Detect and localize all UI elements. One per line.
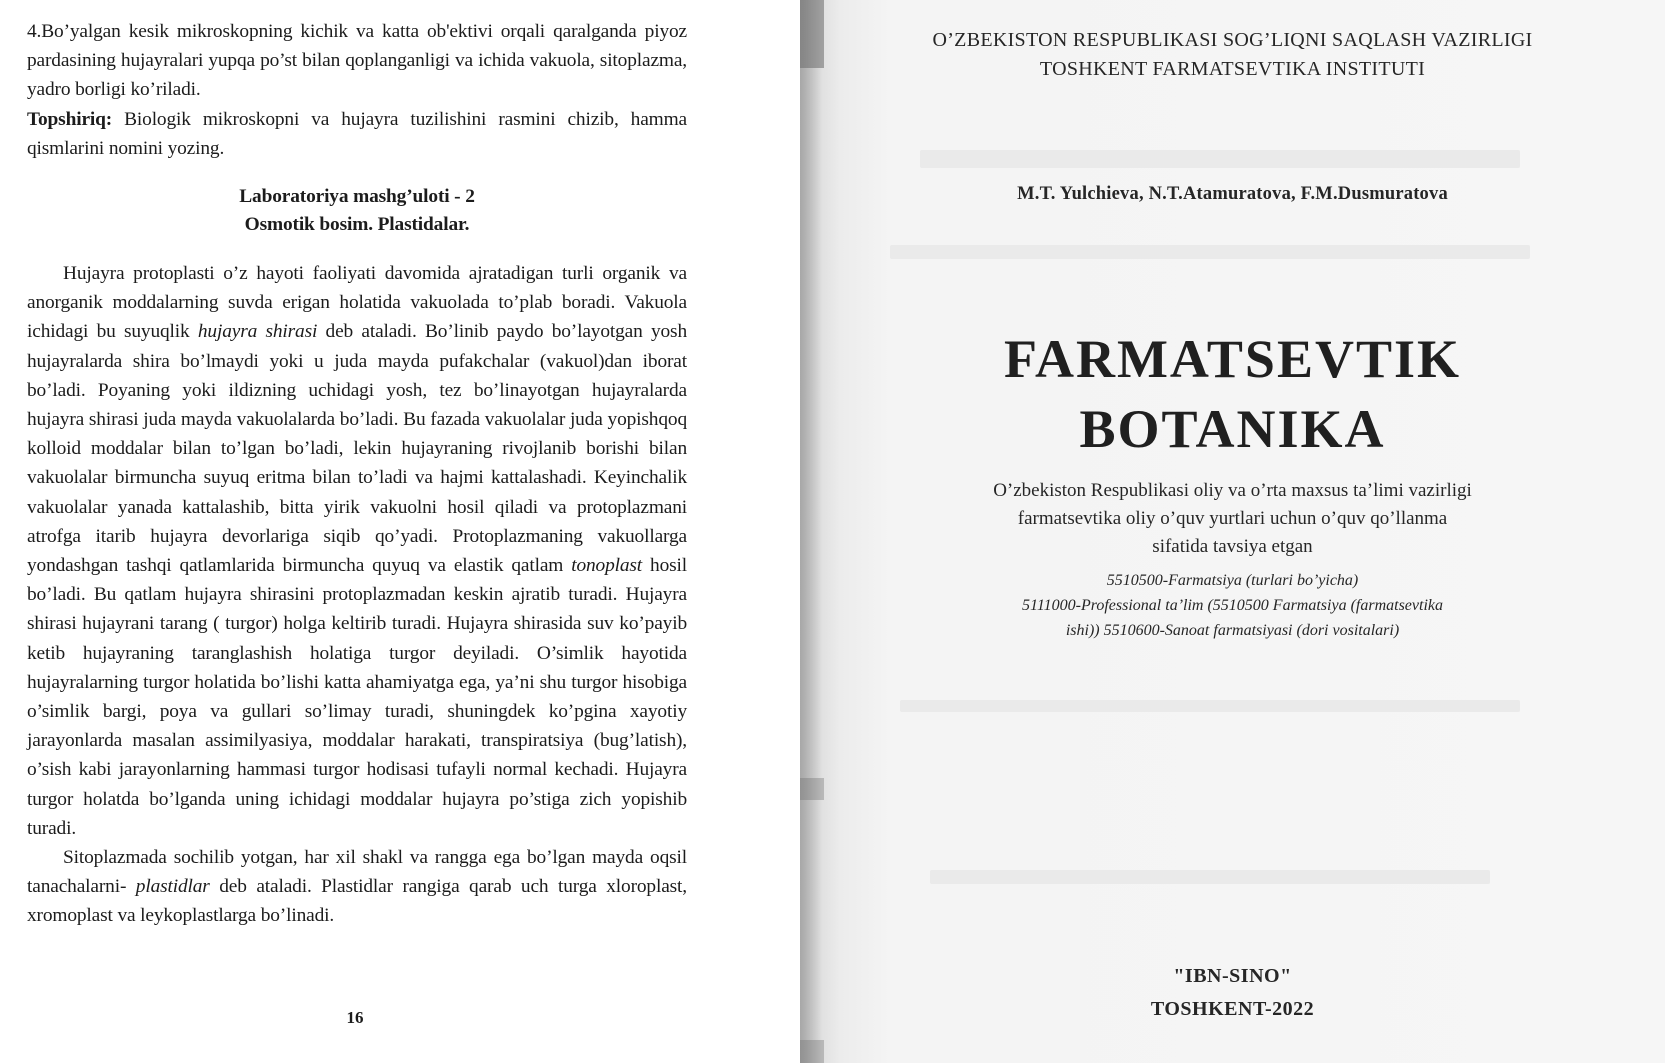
intro-paragraph: 4.Bo’yalgan kesik mikroskopning kichik va katta ob'ektivi orqali qaralganda piyoz pardasining hujayralari yupqa po’st bilan qoplanganligi va ichida vakuola, sitoplazma, yadro borligi ko’riladi.	[27, 21, 687, 101]
bleed-through-smudge	[890, 245, 1530, 259]
city-year: TOSHKENT-2022	[1150, 998, 1315, 1020]
term-tonoplast: tonoplast	[571, 555, 643, 577]
title-line2: BOTANIKA	[1079, 399, 1386, 459]
para1-text-b: deb ataladi. Bo’linib paydo bo’layotgan yosh hujayralarda shira bo’lmaydi yoki u juda mayda pufakchalar (vakuol)dan iborat bo’ladi. Poyaning yoki ildizning uchidagi yosh, tez bo’linayotgan hujayralarda hujayra shirasi juda mayda vakuolalarda bo’ladi. Bu fazada vakuolalar juda yopishqoq kolloid moddalar bilan to’lgan bo’ladi, lekin hujayraning rivojlanib borishi bilan vakuolalar birmuncha suyuq eritma bilan to’ladi va hajmi kattalashadi. Keyinchalik vakuolalar yanada kattalashib, bitta yirik vakuolni hosil qiladi va protoplazmani atrofga itarib hujayra devorlariga siqib qo’yadi. Protoplazmaning vakuollarga yondashgan tashqi qatlamlarida birmuncha quyuq va elastik qatlam	[27, 321, 687, 577]
body-paragraph-1	[27, 259, 687, 843]
bleed-through-smudge	[920, 150, 1520, 168]
binding-mark-bottom	[800, 1040, 824, 1063]
specialty-line1: 5510500-Farmatsiya (turlari bo’yicha)	[1106, 572, 1359, 589]
left-book-page	[0, 0, 800, 1063]
lab-heading	[27, 183, 687, 239]
specialty-line3: ishi)) 5510600-Sanoat farmatsiyasi (dori vositalari)	[1065, 622, 1400, 639]
binding-mark-middle	[800, 778, 824, 800]
specialty-codes	[800, 568, 1665, 643]
right-title-page	[800, 0, 1665, 1063]
para2-text-b: deb ataladi. Plastidlar rangiga qarab uch turga xloroplast, xromoplast va leykoplastlarga bo’linadi.	[27, 876, 687, 927]
specialty-line2: 5111000-Professional ta’lim (5510500 Farmatsiya (farmatsevtika	[1022, 597, 1443, 614]
ministry-recommendation	[800, 477, 1665, 561]
task-label: Topshiriq:	[27, 108, 113, 130]
book-title	[800, 324, 1665, 464]
body-paragraph-2	[27, 843, 687, 931]
para2-text-a: Sitoplazmada sochilib yotgan, har xil shakl va rangga ega bo’lgan mayda oqsil tanachalarni-	[27, 847, 687, 898]
left-page-text	[27, 17, 687, 931]
recommendation-line3: sifatida tavsiya etgan	[1152, 536, 1313, 557]
para1-text-c: hosil bo’ladi. Bu qatlam hujayra shirasini protoplazmadan keskin ajratib turadi. Hujayra shirasi hujayrani tarang ( turgor) holga keltirib turadi. Hujayra shirasida suv ko’payib ketib hujayraning taranglashish holatiga turgor deyiladi. O’simlik hayotida hujayralarning turgor holatida bo’lishi katta ahamiyatga ega, ya’ni shu turgor hisobiga o’simlik bargi, poya va gullari so’limay turadi, shuningdek ko’pgina xayotiy jarayonlarda masalan assimilyasiya, moddalar harakati, transpiratsiya (bug’latish), o’sish kabi jarayonlarning hammasi turgor hodisasi tufayli normal kechadi. Hujayra turgor holatda bo’lganda uning ichidagi moddalar hujayra po’stiga zich yopishib turadi.	[27, 555, 687, 839]
recommendation-line1: O’zbekiston Respublikasi oliy va o’rta maxsus ta’limi vazirligi	[993, 480, 1472, 501]
publisher-name: "IBN-SINO"	[1173, 965, 1292, 987]
bleed-through-smudge	[930, 870, 1490, 884]
para1-text-a: Hujayra protoplasti o’z hayoti faoliyati davomida ajratadigan turli organik va anorganik moddalarning suvda erigan holatida vakuolada to’plab boradi. Vakuola ichidagi bu suyuqlik	[27, 263, 687, 343]
term-plastidlar: plastidlar	[135, 876, 210, 898]
lab-heading-line2: Osmotik bosim. Plastidalar.	[244, 214, 470, 236]
page-number: 16	[346, 1008, 364, 1027]
task-text: Biologik mikroskopni va hujayra tuzilishini rasmini chizib, hamma qismlarini nomini yozing.	[27, 108, 687, 159]
ministry-line1: O’ZBEKISTON RESPUBLIKASI SOG’LIQNI SAQLASH VAZIRLIGI	[932, 29, 1533, 51]
bleed-through-smudge	[900, 700, 1520, 712]
book-authors: M.T. Yulchieva, N.T.Atamuratova, F.M.Dusmuratova	[1017, 184, 1448, 204]
ministry-header	[800, 26, 1665, 84]
lab-heading-line1: Laboratoriya mashg’uloti - 2	[239, 186, 475, 208]
ministry-line2: TOSHKENT FARMATSEVTIKA INSTITUTI	[1039, 58, 1426, 80]
term-hujayra-shirasi: hujayra shirasi	[197, 321, 318, 343]
task-paragraph	[27, 105, 687, 163]
recommendation-line2: farmatsevtika oliy o’quv yurtlari uchun o’quv qo’llanma	[1017, 508, 1448, 529]
title-line1: FARMATSEVTIK	[1003, 329, 1462, 389]
publisher-block	[800, 960, 1665, 1026]
